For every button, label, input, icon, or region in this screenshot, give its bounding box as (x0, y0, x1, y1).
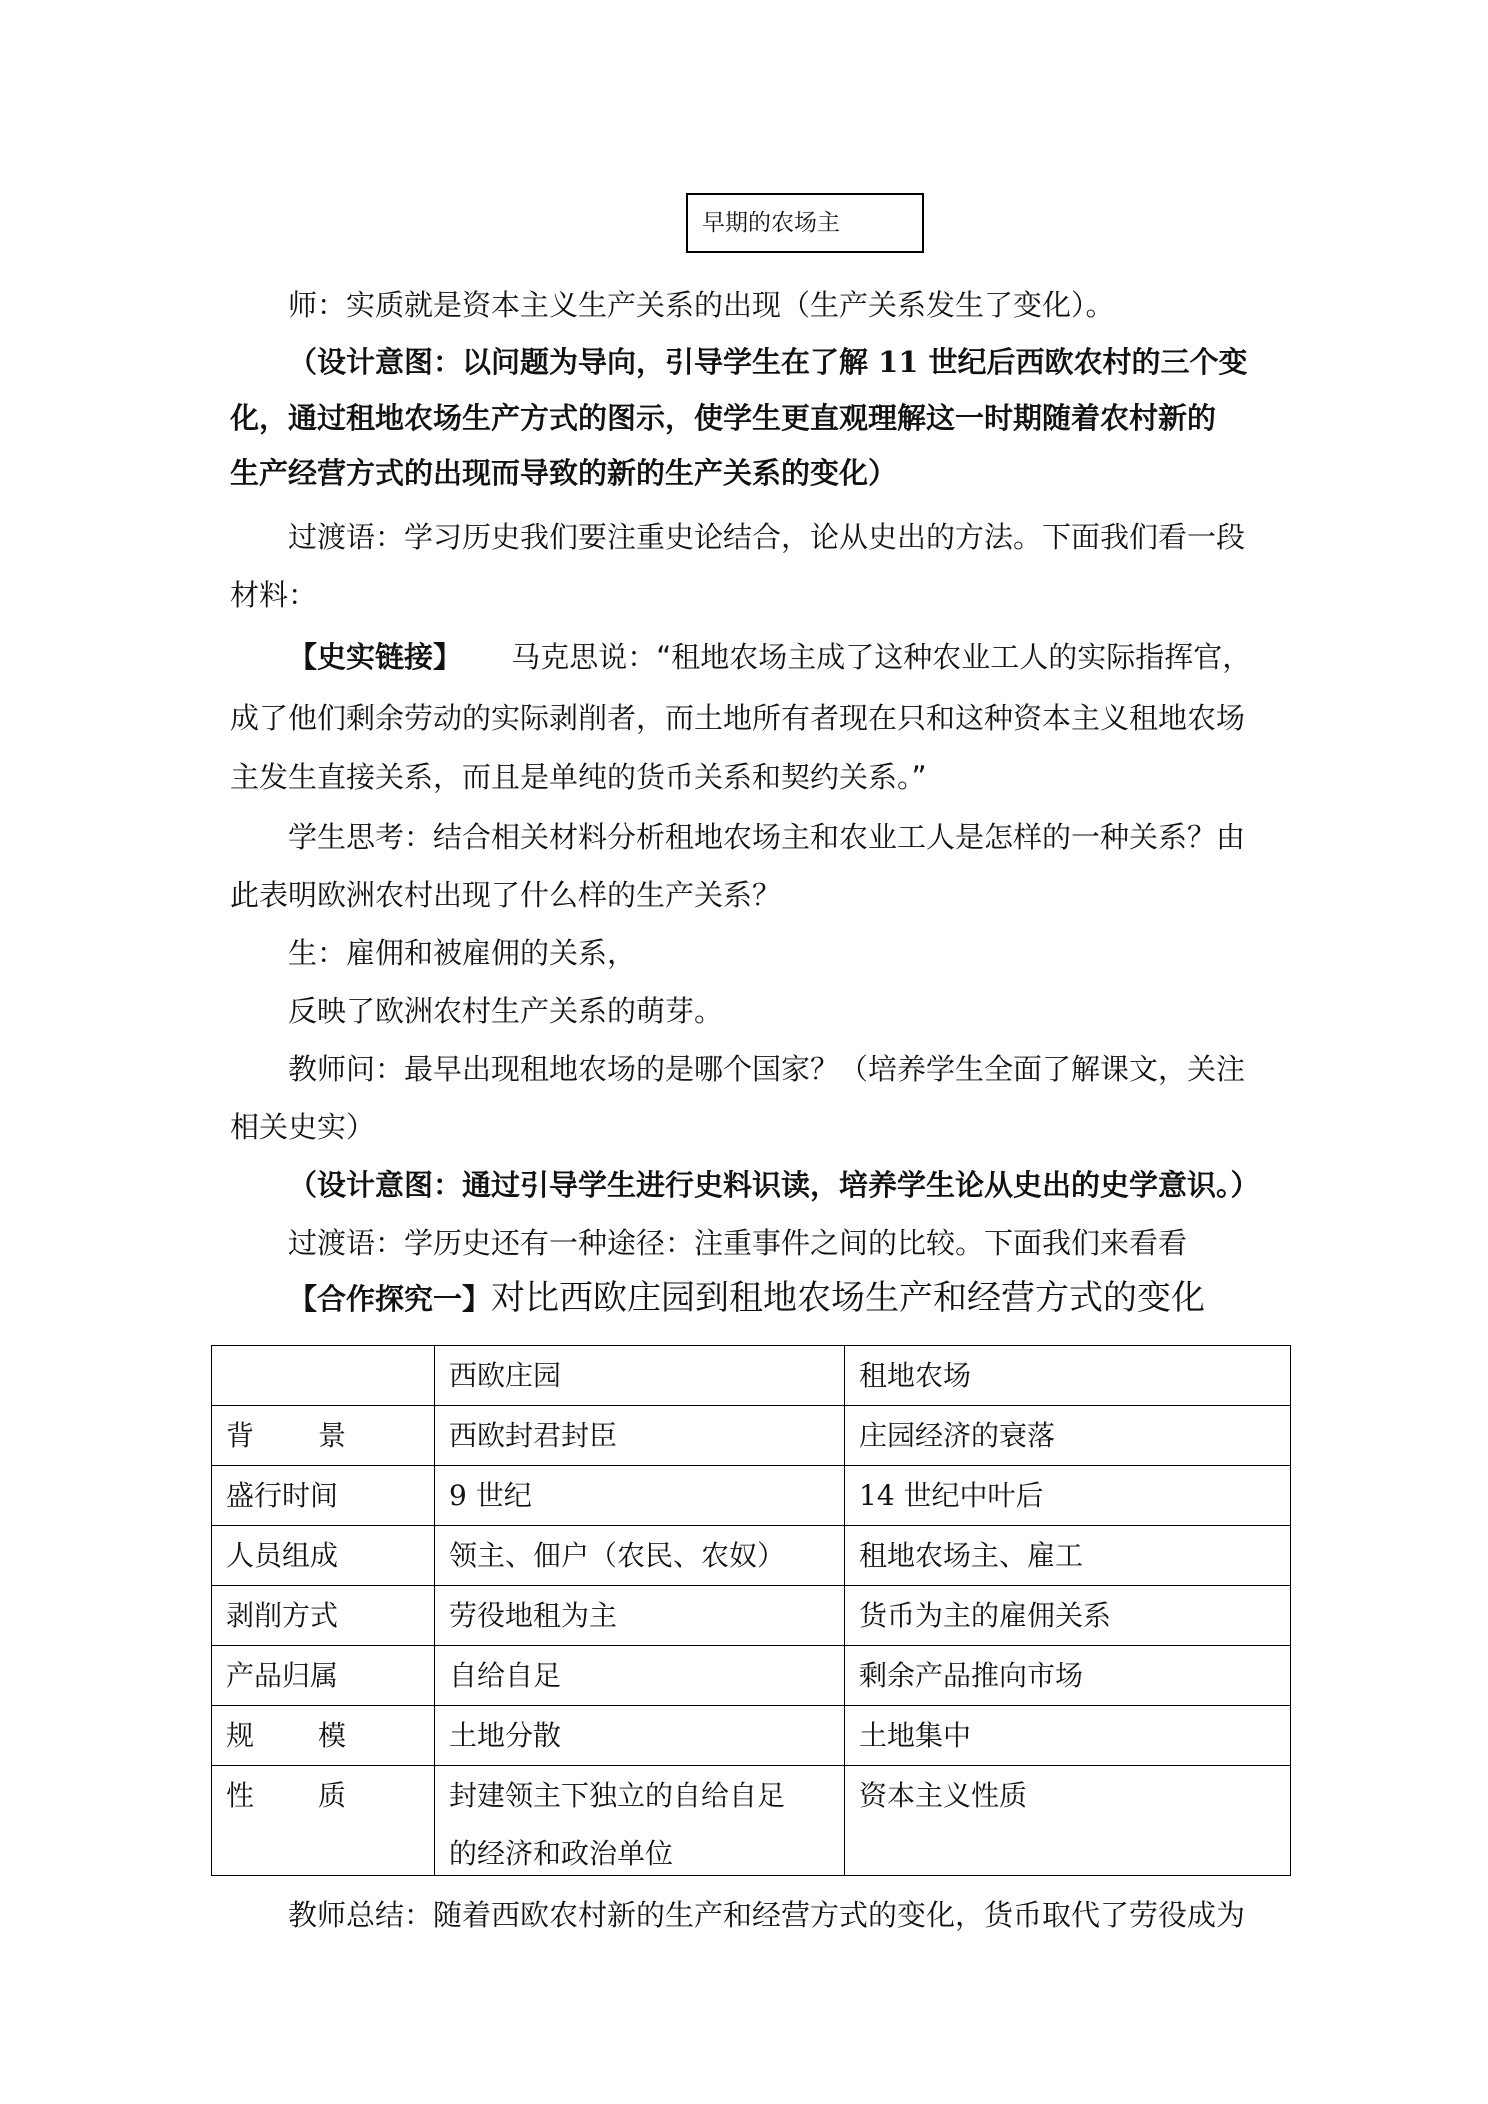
table-row-label: 产品归属 (212, 1646, 435, 1706)
table-row (212, 1646, 1291, 1706)
design-intent-line: （设计意图：以问题为导向，引导学生在了解 11 世纪后西欧农村的三个变 (288, 345, 1248, 379)
table-cell: 租地农场主、雇工 (845, 1526, 1291, 1586)
design-intent-line: 生产经营方式的出现而导致的新的生产关系的变化） (230, 456, 898, 490)
design-intent-line: 化，通过租地农场生产方式的图示，使学生更直观理解这一时期随着农村新的 (230, 401, 1217, 435)
diagram-box-label: 早期的农场主 (686, 193, 924, 253)
text-line: 生：雇佣和被雇佣的关系， (288, 936, 637, 970)
table-row-label: 人员组成 (212, 1526, 435, 1586)
design-intent-line: （设计意图：通过引导学生进行史料识读，培养学生论从史出的史学意识。） (288, 1168, 1260, 1202)
table-cell: 9 世纪 (435, 1466, 845, 1526)
quote-text: 马克思说：“租地农场主成了这种农业工人的实际指挥官， (511, 640, 1252, 674)
table-cell: 资本主义性质 (845, 1766, 1291, 1876)
table-cell (212, 1346, 435, 1406)
table-cell: 劳役地租为主 (435, 1586, 845, 1646)
history-link-tag: 【史实链接】 (288, 640, 463, 674)
text-line: 相关史实） (230, 1110, 376, 1144)
table-cell: 领主、佃户（农民、农奴） (435, 1526, 845, 1586)
table-row-label: 盛行时间 (212, 1466, 435, 1526)
text-line: 材料： (230, 578, 318, 612)
table-header-cell: 西欧庄园 (435, 1346, 845, 1406)
text-line: 过渡语：学历史还有一种途径：注重事件之间的比较。下面我们来看看 (288, 1226, 1188, 1260)
comparison-table (211, 1345, 1291, 1876)
text-line: 教师问：最早出现租地农场的是哪个国家？（培养学生全面了解课文，关注 (288, 1052, 1246, 1086)
table-row (212, 1406, 1291, 1466)
table-cell: 货币为主的雇佣关系 (845, 1586, 1291, 1646)
table-cell: 西欧封君封臣 (435, 1406, 845, 1466)
text-line: 此表明欧洲农村出现了什么样的生产关系？ (230, 878, 782, 912)
table-row (212, 1526, 1291, 1586)
table-header-row (212, 1346, 1291, 1406)
table-cell: 庄园经济的衰落 (845, 1406, 1291, 1466)
text-line: 师：实质就是资本主义生产关系的出现（生产关系发生了变化）。 (288, 288, 1115, 322)
table-row-label: 规 模 (212, 1706, 435, 1766)
section-heading (288, 1271, 1338, 1326)
table-cell: 14 世纪中叶后 (845, 1466, 1291, 1526)
table-cell: 土地分散 (435, 1706, 845, 1766)
table-row (212, 1706, 1291, 1766)
table-cell: 封建领主下独立的自给自足 的经济和政治单位 (435, 1766, 845, 1876)
quote-text: 成了他们剩余劳动的实际剥削者，而土地所有者现在只和这种资本主义租地农场 (230, 701, 1246, 735)
table-row (212, 1466, 1291, 1526)
quote-text: 主发生直接关系，而且是单纯的货币关系和契约关系。” (230, 760, 927, 794)
table-cell: 自给自足 (435, 1646, 845, 1706)
table-header-cell: 租地农场 (845, 1346, 1291, 1406)
table-row (212, 1586, 1291, 1646)
section-heading-tag: 【合作探究一】 (288, 1282, 492, 1316)
text-line: 反映了欧洲农村生产关系的萌芽。 (288, 994, 724, 1028)
section-heading-text: 对比西欧庄园到租地农场生产和经营方式的变化 (491, 1278, 1206, 1318)
table-row-label: 背 景 (212, 1406, 435, 1466)
history-link-line (288, 630, 1338, 684)
text-line: 过渡语：学习历史我们要注重史论结合，论从史出的方法。下面我们看一段 (288, 520, 1246, 554)
table-cell: 剩余产品推向市场 (845, 1646, 1291, 1706)
table-row-label: 剥削方式 (212, 1586, 435, 1646)
table-row (212, 1766, 1291, 1876)
table-cell: 土地集中 (845, 1706, 1291, 1766)
text-line: 教师总结：随着西欧农村新的生产和经营方式的变化，货币取代了劳役成为 (288, 1898, 1246, 1932)
text-line: 学生思考：结合相关材料分析租地农场主和农业工人是怎样的一种关系？由 (288, 820, 1246, 854)
table-row-label: 性 质 (212, 1766, 435, 1876)
